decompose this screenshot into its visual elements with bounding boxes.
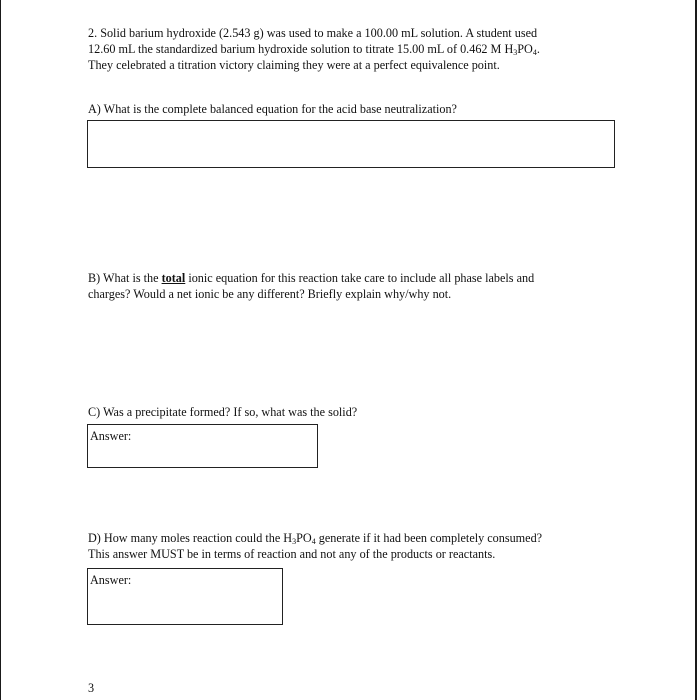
part-d-line-1 [88, 530, 542, 546]
intro-line-2-text: 12.60 mL the standardized barium hydroxide solution to titrate 15.00 mL of 0.462 M H [88, 42, 514, 56]
part-d-text-c: generate if it had been completely consumed? [315, 531, 543, 545]
part-d-subscript-4: 4 [311, 537, 316, 546]
subscript-4: 4 [532, 48, 537, 57]
part-b-line-2: charges? Would a net ionic be any different? Briefly explain why/why not. [88, 287, 452, 301]
part-d-subscript-3: 3 [292, 537, 297, 546]
part-c-prompt: C) Was a precipitate formed? If so, what was the solid? [88, 405, 358, 419]
part-b-post: ionic equation for this reaction take care to include all phase labels and [185, 271, 535, 285]
part-b-prompt [88, 270, 534, 302]
question-intro-line-3: They celebrated a titration victory claiming they were at a perfect equivalence point. [88, 58, 500, 72]
question-intro-line-1: 2. Solid barium hydroxide (2.543 g) was used to make a 100.00 mL solution. A student used [88, 26, 538, 40]
part-b-pre: B) What is the [88, 271, 162, 285]
part-c-answer-box[interactable] [87, 424, 318, 468]
part-b-line-1 [88, 270, 534, 286]
part-d-po: PO [296, 531, 312, 545]
subscript-3: 3 [513, 48, 518, 57]
part-d-line-2: This answer MUST be in terms of reaction and not any of the products or reactants. [88, 547, 496, 561]
page-left-edge [0, 0, 1, 700]
part-d-answer-label: Answer: [90, 573, 132, 587]
part-d-prompt [88, 530, 542, 562]
intro-line-2-period: . [536, 42, 540, 56]
part-b-emphasis: total [161, 271, 186, 285]
question-2-intro [88, 25, 540, 73]
part-d-text-a: D) How many moles reaction could the H [88, 531, 293, 545]
part-c-answer-label: Answer: [90, 429, 132, 443]
part-a-answer-box[interactable] [87, 120, 615, 168]
page-number: 3 [88, 681, 95, 695]
question-intro-line-2 [88, 41, 540, 57]
part-a-prompt: A) What is the complete balanced equation for the acid base neutralization? [88, 102, 457, 116]
part-d-answer-box[interactable] [87, 568, 283, 625]
intro-line-2-po: PO [517, 42, 533, 56]
